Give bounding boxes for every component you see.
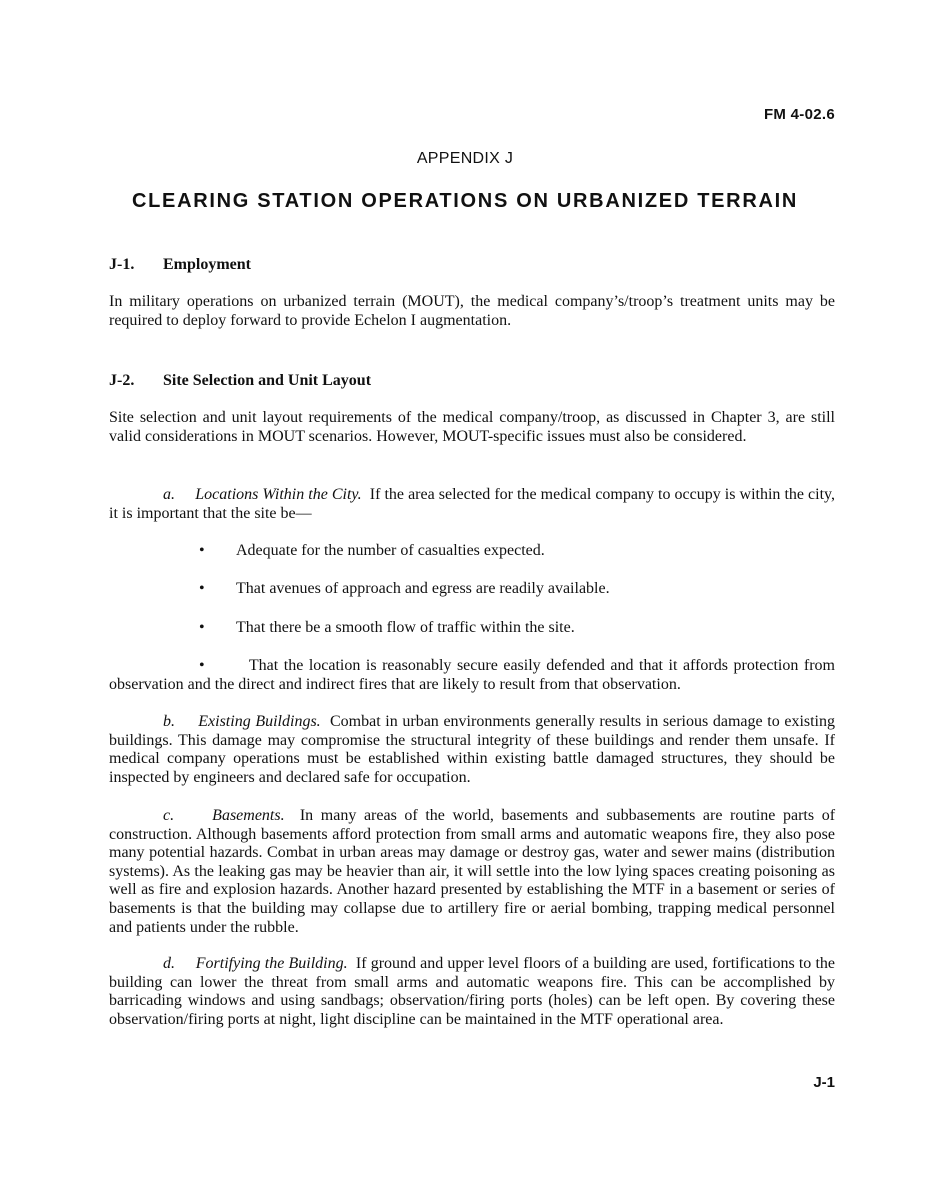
list-item-text: Adequate for the number of casualties expected.: [236, 542, 545, 559]
subpara-text: If ground and upper level floors of a building are used, fortifications to the building can lower the threat from small arms and automatic weapons fire. This can be accomplished by barricading windows and using sandbags; observation/firing ports (holes) can be left open. By covering these observation/firing ports at night, light discipline can be maintained in the MTF operational area.: [109, 955, 836, 1028]
section-body-j1: In military operations on urbanized terrain (MOUT), the medical company’s/troop’s treatment units may be required to deploy forward to provide Echelon I augmentation.: [109, 293, 835, 329]
subparagraph-d: [109, 955, 835, 1029]
section-number: J-1.: [109, 256, 135, 273]
subpara-text: If the area selected for the medical company to occupy is within the city, it is important that the site be—: [109, 486, 836, 522]
section-heading-j2: [109, 372, 371, 390]
subpara-title: Locations Within the City.: [195, 486, 362, 503]
section-title: Employment: [163, 256, 251, 273]
subpara-title: Fortifying the Building.: [195, 955, 348, 972]
section-heading-j1: [109, 256, 251, 274]
bullet-icon: •: [199, 619, 205, 636]
subpara-title: Existing Buildings.: [198, 713, 321, 730]
list-item-text: That avenues of approach and egress are readily available.: [236, 580, 610, 597]
section-number: J-2.: [109, 372, 135, 389]
section-title: Site Selection and Unit Layout: [163, 372, 372, 389]
bullet-icon: •: [199, 542, 205, 559]
subparagraph-a: [109, 486, 835, 523]
bullet-icon: •: [199, 580, 205, 597]
subparagraph-b: [109, 713, 835, 787]
list-item: [199, 542, 545, 560]
section-body-j2: Site selection and unit layout requirements of the medical company/troop, as discussed in Chapter 3, are still valid considerations in MOUT scenarios. However, MOUT-specific issues must also be considered.: [109, 409, 835, 445]
subpara-title: Basements.: [212, 807, 285, 824]
page-number: J-1: [813, 1074, 835, 1091]
list-item-text: That the location is reasonably secure easily defended and that it affords protection from observation and the direct and indirect fires that are likely to result from that observation.: [109, 657, 836, 693]
document-id: FM 4-02.6: [763, 106, 835, 123]
appendix-label: APPENDIX J: [416, 150, 514, 167]
subpara-letter: b.: [163, 713, 175, 730]
list-item: [199, 580, 610, 598]
page-title: CLEARING STATION OPERATIONS ON URBANIZED TERRAIN: [131, 190, 799, 212]
subpara-text: In many areas of the world, basements and subbasements are routine parts of construction. Although basements afford protection from small arms and automatic weapons fire, they also pose many potential hazards. Combat in urban areas may damage or destroy gas, water and sewer mains (distribution systems). As the leaking gas may be heavier than air, it will settle into the low lying spaces creating poisoning as well as fire and explosion hazards. Another hazard presented by establishing the MTF in a basement or series of basements is that the building may collapse due to artillery fire or aerial bombing, trapping medical personnel and patients under the rubble.: [109, 807, 836, 936]
subpara-letter: c.: [163, 807, 175, 824]
list-item: [199, 619, 575, 637]
bullet-icon: •: [199, 657, 205, 674]
subparagraph-c: [109, 807, 835, 937]
subpara-letter: a.: [163, 486, 175, 503]
list-item-text: That there be a smooth flow of traffic within the site.: [236, 619, 575, 636]
list-item: [109, 657, 835, 694]
subpara-text: Combat in urban environments generally results in serious damage to existing buildings. This damage may compromise the structural integrity of these buildings and render them unsafe. If medical company operations must be established within existing battle damaged structures, they should be inspected by engineers and declared safe for occupation.: [109, 713, 836, 786]
subpara-letter: d.: [163, 955, 175, 972]
